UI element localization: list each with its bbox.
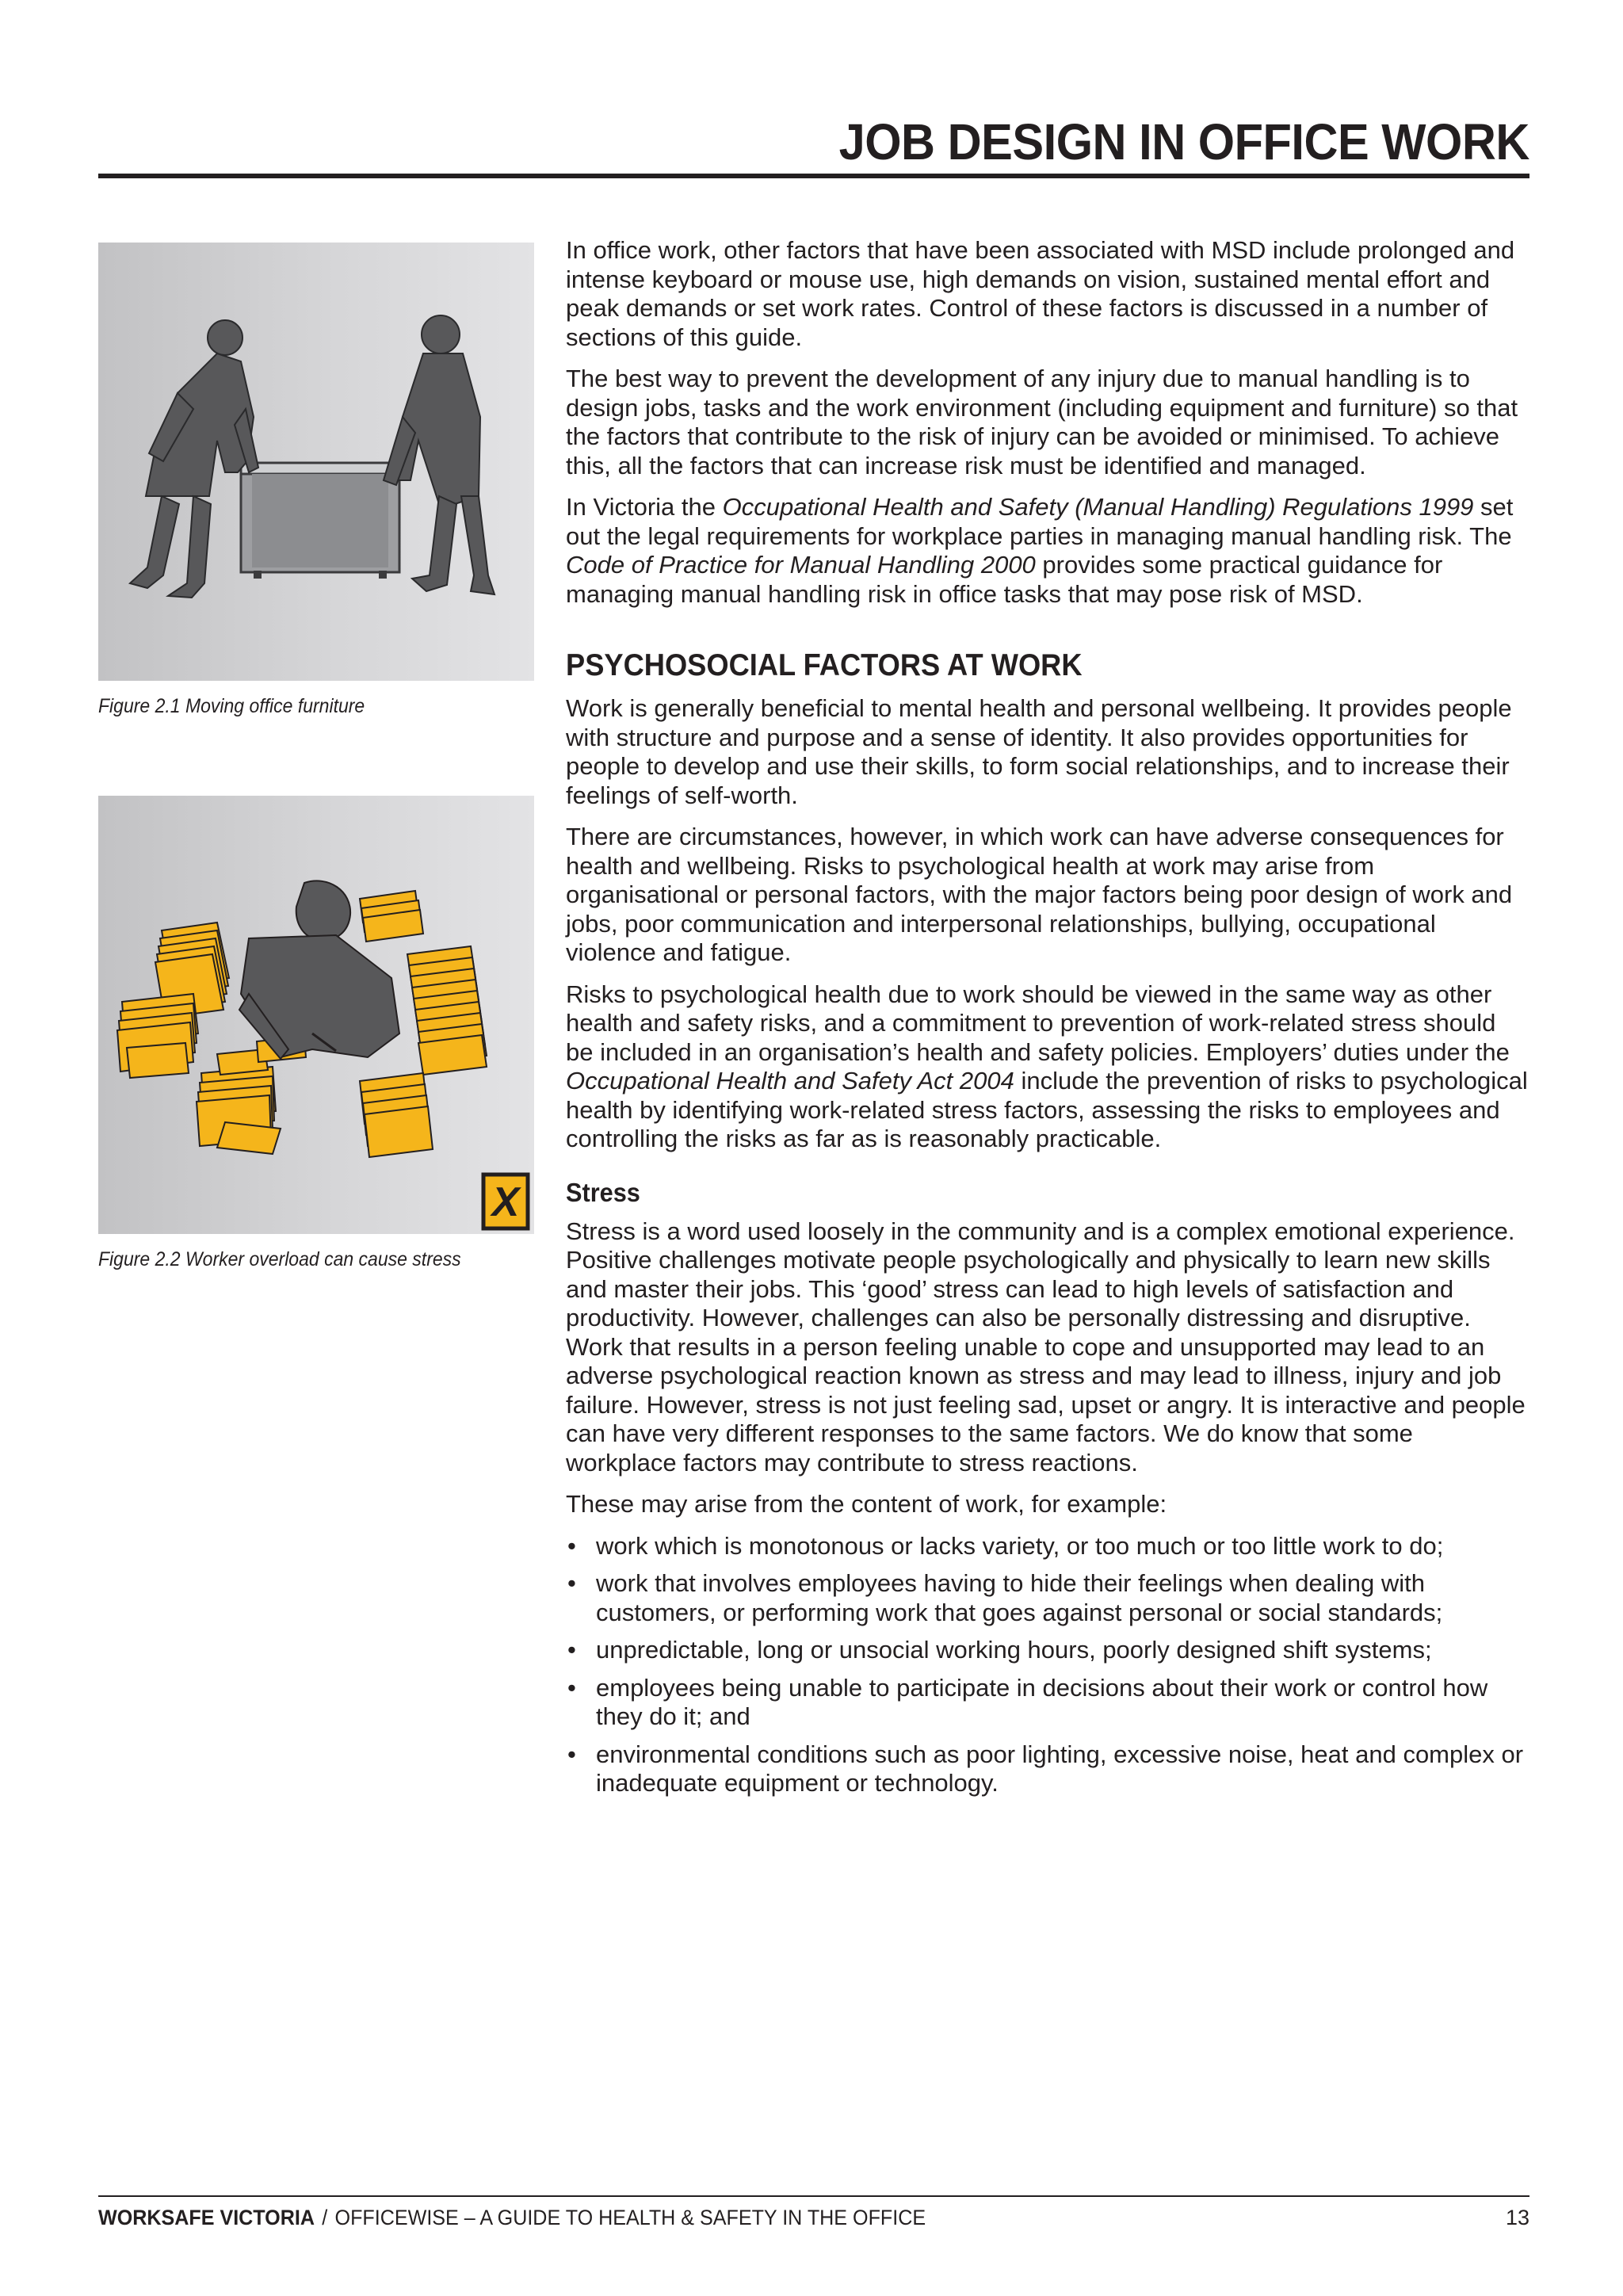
intro-paragraph-1: In office work, other factors that have been associated with MSD include prolonged and intense keyboard or mouse use, high demands on vision, sustained mental effort and peak demands or set work rates. Control of these factors is discussed in a number of sections of this guide. [566, 236, 1515, 351]
x-badge-text: X [491, 1179, 520, 1225]
stress-paragraph-1: Stress is a word used loosely in the community and is a complex emotional experience. Positive challenges motivate people psychologically and physically to learn new skills and master their jobs. This ‘good’ stress can lead to high levels of satisfaction and productivity. However, challenges can also be personally distressing and disruptive. Work that results in a person feeling unable to cope and unsupported may lead to an adverse psychological reaction known as stress and may lead to illness, injury and job failure. However, stress is not just feeling sad, upset or angry. It is interactive and people can have very different responses to the same factors. We do know that some workplace factors may contribute to stress reactions. [566, 1217, 1526, 1477]
footer-rule [98, 2195, 1529, 2197]
list-item: • environmental conditions such as poor lighting, excessive noise, heat and complex or inadequate equipment or technology. [567, 1740, 1524, 1797]
figure-image-box [98, 243, 534, 681]
list-item: • employees being unable to participate in decisions about their work or control how they do it; and [567, 1673, 1488, 1730]
list-item: • unpredictable, long or unsocial working hours, poorly designed shift systems; [567, 1636, 1432, 1664]
figure-worker-overload [98, 796, 534, 1271]
footer-brand: WORKSAFE VICTORIA [98, 2206, 315, 2229]
figure-image-box [98, 796, 534, 1234]
bullet-icon: • [567, 1673, 576, 1702]
psychosocial-paragraph-2: There are circumstances, however, in which work can have adverse consequences for health and wellbeing. Risks to psychological health at work may arise from organisational or personal factors, with the major factors being poor design of work and jobs, poor communication and interpersonal relationships, bullying, occupational violence and fatigue. [566, 823, 1513, 966]
stress-factor-list [566, 1532, 1529, 1798]
intro-paragraph-3: In Victoria the Occupational Health and Safety (Manual Handling) Regulations 1999 set out the legal requirements for workplace parties in managing manual handling risk. The Code of Practice for Manual Handling 2000 provides some practical guidance for managing manual handling risk in office tasks that may pose risk of MSD. [566, 493, 1514, 608]
two-people-moving-desk-icon [98, 243, 534, 681]
figure-caption: Figure 2.2 Worker overload can cause stress [98, 1248, 461, 1270]
regulations-title: Occupational Health and Safety (Manual Handling) Regulations 1999 [722, 493, 1474, 521]
psychosocial-paragraph-1: Work is generally beneficial to mental health and personal wellbeing. It provides people with structure and purpose and a sense of identity. It also provides opportunities for people to develop and use their skills, to form social relationships, and to increase their feelings of self-worth. [566, 694, 1512, 809]
worker-buried-in-paperwork-icon [98, 796, 534, 1234]
bullet-icon: • [567, 1531, 576, 1560]
paper-stack-left [117, 923, 229, 1078]
page-number: 13 [1505, 2206, 1529, 2229]
footer-left [98, 2206, 926, 2230]
intro-paragraph-2: The best way to prevent the development of any injury due to manual handling is to design jobs, tasks and the work environment (including equipment and furniture) so that the factors that contribute to the risk of injury can be avoided or minimised. To achieve this, all the factors that can increase risk must be identified and managed. [566, 365, 1518, 479]
page-footer [98, 2206, 1529, 2233]
subsection-heading-stress: Stress [566, 1177, 640, 1207]
bullet-icon: • [567, 1740, 576, 1768]
psychosocial-paragraph-3: Risks to psychological health due to work should be viewed in the same way as other health and safety risks, and a commitment to prevention of work-related stress should be included in an organisation’s health and safety policies. Employers’ duties under the Occupational Health and Safety Act 2004 include the prevention of risks to psychological health by identifying work-related stress factors, assessing the risks to employees and controlling the risks as far as is reasonably practicable. [566, 980, 1528, 1152]
figure-moving-furniture [98, 243, 534, 718]
bullet-icon: • [567, 1636, 576, 1664]
act-title: Occupational Health and Safety Act 2004 [566, 1067, 1014, 1095]
footer-publication: OFFICEWISE – A GUIDE TO HEALTH & SAFETY IN THE OFFICE [334, 2206, 926, 2229]
main-content [566, 236, 1529, 1807]
bullet-icon: • [567, 1569, 576, 1597]
list-item: • work that involves employees having to hide their feelings when dealing with customers, or performing work that goes against personal or social standards; [567, 1569, 1443, 1626]
list-item: • work which is monotonous or lacks variety, or too much or too little work to do; [567, 1531, 1444, 1560]
title-rule [98, 174, 1529, 178]
code-of-practice-title: Code of Practice for Manual Handling 2000 [566, 551, 1036, 579]
page-title: JOB DESIGN IN OFFICE WORK [838, 113, 1529, 170]
stress-paragraph-2: These may arise from the content of work, for example: [566, 1490, 1167, 1518]
x-badge-icon [483, 1175, 528, 1228]
footer-separator: / [322, 2206, 328, 2229]
figure-caption: Figure 2.1 Moving office furniture [98, 695, 365, 717]
section-heading-psychosocial: PSYCHOSOCIAL FACTORS AT WORK [566, 648, 1083, 682]
